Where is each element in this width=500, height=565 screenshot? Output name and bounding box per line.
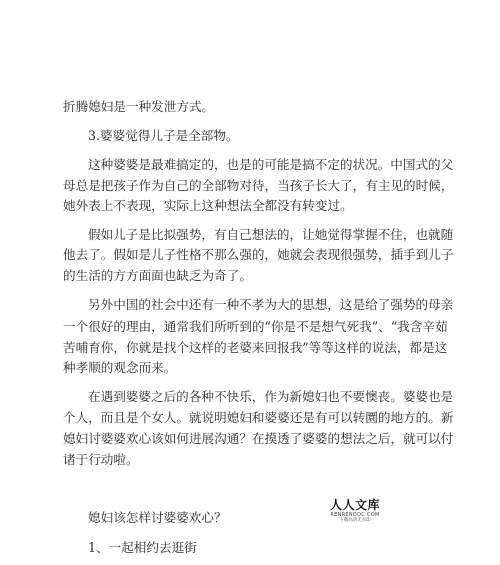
text-line-12: 种孝顺的观念而来。: [63, 360, 177, 375]
text-line-5: 她外表上不表现，实际上这种想法全都没有转变过。: [63, 198, 353, 213]
watermark-subtitle: 下载高清无水印: [339, 518, 371, 523]
watermark-title: 人人文库: [329, 498, 380, 512]
text-line-1: 折腾媳妇是一种发泄方式。: [63, 99, 215, 114]
text-line-6: 假如儿子是比拟强势，有自己想法的，让她觉得掌握不住，也就随: [88, 227, 454, 242]
text-line-3: 这种婆婆是最难搞定的，也是的可能是搞不定的状况。中国式的父: [88, 157, 454, 172]
section-heading-3: 3.婆婆觉得儿子是全部物。: [88, 128, 239, 143]
renrendoc-watermark: [324, 498, 386, 524]
text-line-16: 诸于行动啦。: [63, 452, 139, 467]
text-line-15: 媳妇讨婆婆欢心该如何进展沟通？在摸透了婆婆的想法之后，就可以付: [63, 431, 454, 446]
text-line-9: 另外中国的社会中还有一种不孝为大的思想，这是给了强势的母亲: [88, 297, 454, 312]
text-line-13: 在遇到婆婆之后的各种不快乐，作为新媳妇也不要懊丧。婆婆也是: [88, 389, 454, 404]
text-line-11: 苦哺育你，你就是找个这样的老婆来回报我”等等这样的说法，都是这: [63, 340, 448, 355]
watermark-url: RENRENDOC.COM: [330, 512, 380, 518]
list-item-1: 1、一起相约去逛街: [88, 540, 197, 555]
text-line-4: 母总是把孩子作为自己的全部物对待，当孩子长大了，有主见的时候，: [63, 178, 454, 193]
text-line-14: 个人，而且是个女人。就说明媳妇和婆婆还是有可以转圜的地方的。新: [63, 410, 454, 425]
text-line-7: 他去了。假如是儿子性格不那么强的，她就会表现很强势，插手到儿子: [63, 247, 454, 262]
section-heading-question: 媳妇该怎样讨婆婆欢心？: [88, 510, 227, 525]
text-line-10: 一个很好的理由，通常我们所听到的“你是不是想气死我”、“我含辛茹: [63, 319, 448, 334]
text-line-8: 的生活的方方面面也缺乏为奇了。: [63, 268, 252, 283]
